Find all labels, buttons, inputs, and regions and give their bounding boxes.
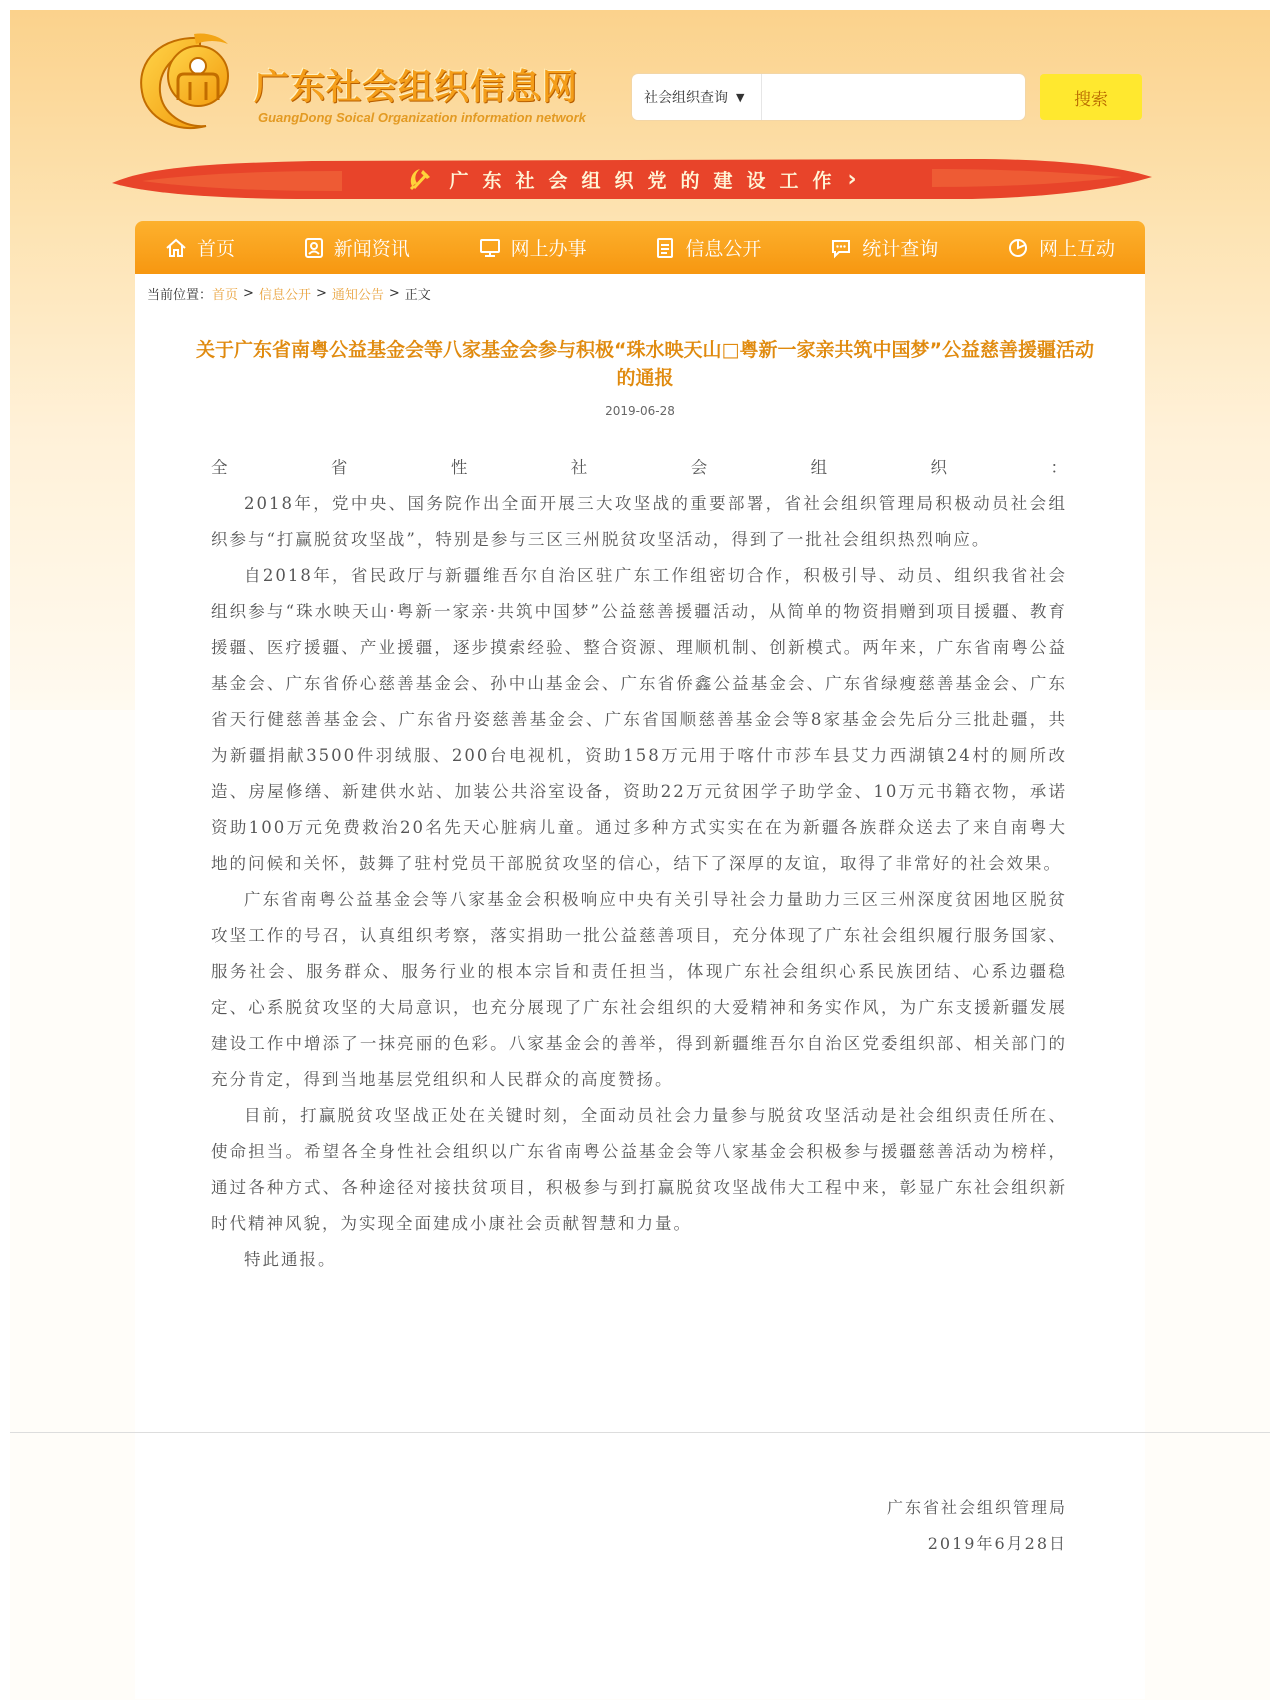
- article-date: 2019-06-28: [605, 404, 675, 418]
- breadcrumb-info-link[interactable]: 信息公开: [258, 288, 311, 303]
- salutation-char: 社: [570, 458, 588, 477]
- nav-item-statistics[interactable]: [830, 234, 938, 261]
- nav-item-online-services[interactable]: [479, 234, 587, 261]
- chat-icon: [830, 237, 852, 259]
- article-paragraph: 特此通报。: [244, 1250, 337, 1269]
- search-category-select[interactable]: [632, 74, 762, 120]
- nav-item-info-disclosure[interactable]: [655, 234, 761, 261]
- breadcrumb-separator: >: [315, 286, 327, 301]
- breadcrumb-notice-link[interactable]: 通知公告: [331, 288, 384, 303]
- nav-item-home[interactable]: [165, 234, 235, 261]
- news-icon: [304, 237, 324, 259]
- nav-item-label: 信息公开: [685, 238, 762, 260]
- breadcrumb-separator: >: [243, 286, 254, 301]
- nav-item-news[interactable]: [304, 234, 410, 261]
- salutation-char: 全: [211, 458, 228, 477]
- search-button[interactable]: 搜索: [1040, 74, 1142, 120]
- search-box: [632, 74, 1025, 120]
- salutation-char: 性: [450, 458, 468, 477]
- main-nav: [135, 221, 1145, 274]
- monitor-icon: [479, 237, 501, 259]
- article-salutation: [211, 450, 1067, 486]
- article-signature: [887, 1490, 1067, 1562]
- article-body: [211, 486, 1067, 1278]
- salutation-char: 会: [690, 458, 708, 477]
- banner-label: 广东社会组织党的建设工作: [449, 169, 846, 192]
- article-paragraph: 2018年，党中央、国务院作出全面开展三大攻坚战的重要部署，省社会组织管理局积极动员社会组织参与“打赢脱贫攻坚战”，特别是参与三区三州脱贫攻坚活动，得到了一批社会组织热烈响应。: [211, 494, 1067, 549]
- chevron-down-icon: ▼: [736, 90, 745, 104]
- salutation-char: ：: [1050, 458, 1067, 477]
- article-paragraph: 自2018年，省民政厅与新疆维吾尔自治区驻广东工作组密切合作，积极引导、动员、组织我省社会组织参与“珠水映天山·粤新一家亲·共筑中国梦”公益慈善援疆活动，从简单的物资捐赠到项目援疆、教育援疆、医疗援疆、产业援疆，逐步摸索经验、整合资源、理顺机制、创新模式。两年来，广东省南粤公益基金会、广东省侨心慈善基金会、孙中山基金会、广东省侨鑫公益基金会、广东省绿瘦慈善基金会、广东省天行健慈善基金会、广东省丹姿慈善基金会、广东省国顺慈善基金会等8家基金会先后分三批赴疆，共为新疆捐献3500件羽绒服、200台电视机，资助158万元用于喀什市莎车县艾力西湖镇24村的厕所改造、房屋修缮、新建供水站、加装公共浴室设备，资助22万元贫困学子助学金、10万元书籍衣物，承诺资助100万元免费救治20名先天心脏病儿童。通过多种方式实实在在为新疆各族群众送去了来自南粤大地的问候和关怀，鼓舞了驻村党员干部脱贫攻坚的信心，结下了深厚的友谊，取得了非常好的社会效果。: [211, 566, 1067, 873]
- nav-item-label: 新闻资讯: [333, 238, 410, 260]
- hammer-sickle-icon: [407, 166, 433, 192]
- breadcrumb-separator: >: [388, 286, 400, 301]
- nav-item-label: 网上办事: [510, 238, 587, 260]
- breadcrumb-home-link[interactable]: 首页: [212, 288, 239, 303]
- site-logo[interactable]: [132, 30, 612, 140]
- signature-date: 2019年6月28日: [927, 1534, 1067, 1553]
- article-title: 关于广东省南粤公益基金会等八家基金会参与积极“珠水映天山□粤新一家亲共筑中国梦”公益慈善援疆活动的通报: [196, 339, 1094, 389]
- salutation-char: 组: [810, 458, 828, 477]
- article-container: [135, 274, 1145, 1699]
- party-building-banner[interactable]: [112, 155, 1152, 203]
- pie-icon: [1007, 237, 1029, 259]
- home-icon: [165, 237, 187, 259]
- logo-mark-icon: [132, 30, 252, 140]
- section-divider: [10, 1432, 1270, 1433]
- site-title: 广东社会组织信息网: [254, 68, 579, 108]
- search-input[interactable]: [764, 78, 1018, 118]
- site-subtitle: GuangDong Soical Organization information network: [258, 110, 586, 125]
- article-signature-block: [211, 1490, 1067, 1570]
- nav-item-label: 统计查询: [862, 238, 939, 260]
- article-paragraph: 广东省南粤公益基金会等八家基金会积极响应中央有关引导社会力量助力三区三州深度贫困地区脱贫攻坚工作的号召，认真组织考察，落实捐助一批公益慈善项目，充分体现了广东社会组织履行服务国家、服务社会、服务群众、服务行业的根本宗旨和责任担当，体现广东社会组织心系民族团结、心系边疆稳定、心系脱贫攻坚的大局意识，也充分展现了广东社会组织的大爱精神和务实作风，为广东支援新疆发展建设工作中增添了一抹亮丽的色彩。八家基金会的善举，得到新疆维吾尔自治区党委组织部、相关部门的充分肯定，得到当地基层党组织和人民群众的高度赞扬。: [211, 890, 1067, 1089]
- breadcrumb-prefix: 当前位置：: [147, 288, 213, 303]
- nav-item-label: 首页: [197, 238, 236, 260]
- banner-content: [112, 155, 1152, 203]
- document-icon: [655, 237, 675, 259]
- salutation-char: 省: [330, 458, 348, 477]
- chevron-right-icon: ›: [847, 166, 857, 192]
- search-category-label: 社会组织查询: [644, 90, 728, 106]
- nav-item-label: 网上互动: [1038, 238, 1115, 260]
- breadcrumb: [147, 284, 431, 303]
- salutation-char: 织: [930, 458, 948, 477]
- nav-item-interaction[interactable]: [1007, 234, 1115, 261]
- article-paragraph: 目前，打赢脱贫攻坚战正处在关键时刻，全面动员社会力量参与脱贫攻坚活动是社会组织责任所在、使命担当。希望各全身性社会组织以广东省南粤公益基金会等八家基金会积极参与援疆慈善活动为榜样，通过各种方式、各种途径对接扶贫项目，积极参与到打赢脱贫攻坚战伟大工程中来，彰显广东社会组织新时代精神风貌，为实现全面建成小康社会贡献智慧和力量。: [211, 1106, 1067, 1233]
- signature-org: 广东省社会组织管理局: [886, 1498, 1067, 1517]
- breadcrumb-current: 正文: [404, 288, 431, 303]
